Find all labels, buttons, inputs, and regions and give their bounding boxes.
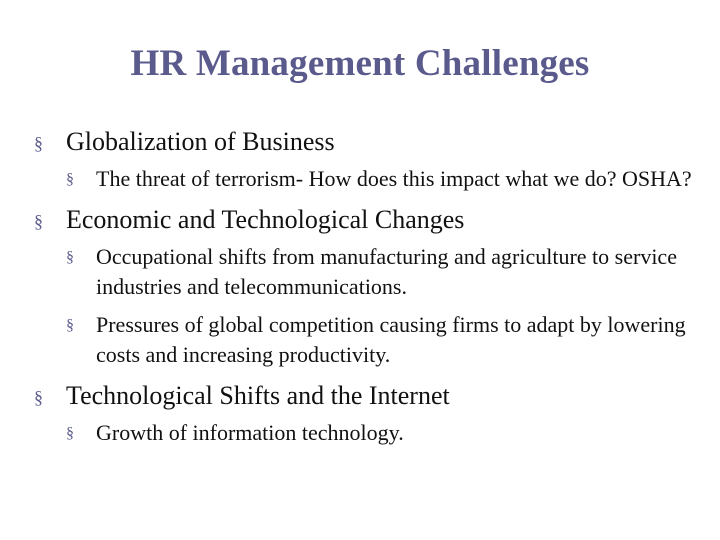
bullet-level1 (34, 380, 694, 412)
bullet-heading: Globalization of Business (66, 127, 335, 156)
slide-title: HR Management Challenges (130, 43, 590, 84)
bullet-heading: Economic and Technological Changes (66, 205, 465, 234)
bullet-text: Pressures of global competition causing firms to adapt by lowering costs and increasing productivity. (96, 312, 686, 367)
bullet-group (34, 204, 694, 370)
bullet-group (34, 126, 694, 194)
bullet-text: Occupational shifts from manufacturing and agriculture to service industries and telecommunications. (96, 244, 677, 299)
bullet-level1 (34, 126, 694, 158)
bullet-level2 (66, 418, 694, 448)
section-bullet-icon: § (34, 387, 43, 407)
section-bullet-icon: § (66, 249, 74, 266)
bullet-level2 (66, 164, 694, 194)
bullet-group (34, 380, 694, 448)
bullet-heading: Technological Shifts and the Internet (66, 381, 450, 410)
section-bullet-icon: § (66, 317, 74, 334)
bullet-text: The threat of terrorism- How does this impact what we do? OSHA? (96, 166, 692, 191)
section-bullet-icon: § (66, 425, 74, 442)
section-bullet-icon: § (34, 211, 43, 231)
bullet-text: Growth of information technology. (96, 420, 404, 445)
bullet-level1 (34, 204, 694, 236)
bullet-level2 (66, 310, 694, 370)
section-bullet-icon: § (66, 171, 74, 188)
section-bullet-icon: § (34, 133, 43, 153)
bullet-level2 (66, 242, 694, 302)
bullet-list (34, 126, 694, 458)
